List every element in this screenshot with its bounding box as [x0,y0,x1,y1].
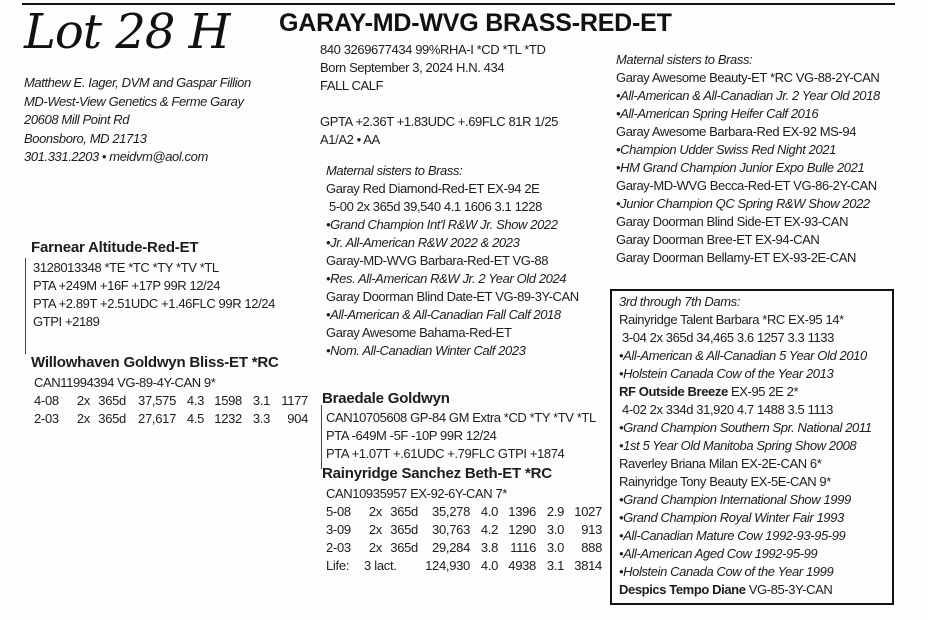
animal-title: GARAY-MD-WVG BRASS-RED-ET [279,9,672,37]
sister-award: •HM Grand Champion Junior Expo Bulle 2021 [616,160,865,175]
sire-line: 3128013348 *TE *TC *TY *TV *TL [33,260,219,275]
lac-days: 365d [390,504,418,519]
lac-milkings: 2x [368,522,382,537]
maternal-sisters-right [616,51,880,267]
sire-line: GTPI +2189 [33,314,100,329]
sire-info [33,259,275,331]
lac-prot: 888 [581,540,602,555]
lac-fat: 1116 [510,540,536,555]
lac-prot-pct: 3.1 [546,558,564,573]
lac-prot-pct: 2.9 [546,504,564,519]
lot-label: Lot 28 H [24,4,230,60]
lac-prot-pct: 3.0 [546,540,564,555]
dam-entry-score: EX-95 2E 2* [727,384,799,399]
birth-line: Born September 3, 2024 H.N. 434 [320,60,505,75]
dams-box-content [619,293,872,599]
sister-name: Garay-MD-WVG Barbara-Red-ET VG-88 [326,253,549,268]
sister-name: Garay Awesome Bahama-Red-ET [326,325,512,340]
dam-entry-name: RF Outside Breeze [619,384,728,399]
sister-award: •Jr. All-American R&W 2022 & 2023 [326,235,520,250]
lac-days: 365d [390,522,418,537]
sister-award: •All-American Spring Heifer Calf 2016 [616,106,819,121]
dam-award: •All-American & All-Canadian 5 Year Old 2010 [619,348,867,363]
sister-name: Garay-MD-WVG Becca-Red-ET VG-86-2Y-CAN [616,178,877,193]
lactation-row [34,410,308,428]
dam-award: •All-Canadian Mature Cow 1992-93-95-99 [619,528,846,543]
registration-line: 840 3269677434 99%RHA-I *CD *TL *TD [320,42,546,57]
section-heading: Maternal sisters to Brass: [326,163,463,178]
sister-award: •Junior Champion QC Spring R&W Show 2022 [616,196,870,211]
sister-award: •Champion Udder Swiss Red Night 2021 [616,142,836,157]
lac-fat: 1232 [214,411,242,426]
sister-award: •Res. All-American R&W Jr. 2 Year Old 2024 [326,271,567,286]
class-line: FALL CALF [320,78,384,93]
owner-line: Matthew E. Iager, DVM and Gaspar Fillion [24,75,251,90]
lac-prot: 3814 [574,558,602,573]
owner-line: Boonsboro, MD 21713 [24,130,147,146]
dam-award: •Holstein Canada Cow of the Year 2013 [619,366,834,381]
dam-award: •All-American Aged Cow 1992-95-99 [619,546,818,561]
lac-fat-pct: 4.3 [186,393,204,408]
dam-entry: Rainyridge Tony Beauty EX-5E-CAN 9* [619,474,831,489]
lac-milk: 27,617 [138,411,176,426]
lac-age: 3-09 [326,522,351,537]
lactation-row [34,392,308,410]
mgs-name: Braedale Goldwyn [322,390,450,407]
animal-info [320,41,558,149]
dam-entry [619,581,872,599]
dam-info [34,374,308,428]
owner-line: MD-West-View Genetics & Ferme Garay [24,93,244,109]
dam-entry: Raverley Briana Milan EX-2E-CAN 6* [619,456,822,471]
mgs-line: CAN10705608 GP-84 GM Extra *CD *TY *TV *TL [326,410,596,425]
pedigree-bracket [25,258,26,354]
owner-block [24,74,251,167]
dam-entry: Rainyridge Talent Barbara *RC EX-95 14* [619,312,844,327]
dam-award: •1st 5 Year Old Manitoba Spring Show 2008 [619,438,857,453]
dam-name: Willowhaven Goldwyn Bliss-ET *RC [31,354,279,371]
dam-entry [619,383,872,401]
lac-fat-pct: 4.2 [480,522,498,537]
sister-name: Garay Awesome Beauty-ET *RC VG-88-2Y-CAN [616,70,880,85]
sister-award: •All-American & All-Canadian Fall Calf 2018 [326,307,561,322]
lac-age: Life: [326,558,350,573]
mgs-line: PTA +1.07T +.61UDC +.79FLC GTPI +1874 [326,446,565,461]
lac-age: 2-03 [326,540,351,555]
lac-fat-pct: 4.0 [480,504,498,519]
dam-lactation: 3-04 2x 365d 34,465 3.6 1257 3.3 1133 [622,330,834,345]
sire-line: PTA +249M +16F +17P 99R 12/24 [33,278,221,293]
sister-name: Garay Doorman Bree-ET EX-94-CAN [616,232,820,247]
dam-award: •Grand Champion International Show 1999 [619,492,851,507]
lac-prot: 1177 [281,393,308,408]
lac-count: 3 lact. [364,558,397,573]
sister-award: •Nom. All-Canadian Winter Calf 2023 [326,343,526,358]
dam-entry-name: Despics Tempo Diane [619,582,746,597]
lac-fat: 1290 [508,522,536,537]
dam-lactations [34,392,308,428]
mgs-line: PTA -649M -5F -10P 99R 12/24 [326,428,497,443]
lac-milkings: 2x [368,504,382,519]
lac-age: 4-08 [34,393,59,408]
sister-name: Garay Awesome Barbara-Red EX-92 MS-94 [616,124,857,139]
lac-milk: 37,575 [138,393,176,408]
dam-award: •Holstein Canada Cow of the Year 1999 [619,564,834,579]
granddam-id: CAN10935957 EX-92-6Y-CAN 7* [326,486,507,501]
section-heading: 3rd through 7th Dams: [619,294,740,309]
lactation-row [326,557,602,575]
lactation-row [326,503,602,521]
lac-prot-pct: 3.0 [546,522,564,537]
sire-name: Farnear Altitude-Red-ET [31,239,199,256]
sire-line: PTA +2.89T +2.51UDC +1.46FLC 99R 12/24 [33,296,275,311]
dam-award: •Grand Champion Southern Spr. National 2011 [619,420,872,435]
lac-milkings: 2x [368,540,382,555]
a2-line: A1/A2 • AA [320,132,380,147]
lac-milk: 124,930 [425,558,470,573]
lac-prot: 904 [287,411,308,426]
lac-prot-pct: 3.3 [252,411,270,426]
granddam-info [326,485,602,575]
lac-fat: 1396 [508,504,536,519]
lac-age: 5-08 [326,504,351,519]
granddam-name: Rainyridge Sanchez Beth-ET *RC [322,465,552,482]
pedigree-bracket [321,405,322,469]
granddam-lactations [326,503,602,575]
lac-fat-pct: 4.5 [186,411,204,426]
mgs-info [326,409,596,463]
lac-days: 365d [390,540,418,555]
lac-age: 2-03 [34,411,59,426]
dam-lactation: 4-02 2x 334d 31,920 4.7 1488 3.5 1113 [622,402,833,417]
owner-line: 301.331.2203 • meidvm@aol.com [24,149,208,164]
sister-lactation: 5-00 2x 365d 39,540 4.1 1606 3.1 1228 [329,199,542,214]
gpta-line: GPTA +2.36T +1.83UDC +.69FLC 81R 1/25 [320,114,559,129]
sister-award: •Grand Champion Int'l R&W Jr. Show 2022 [326,217,558,232]
lac-days: 365d [98,411,126,426]
dam-award: •Grand Champion Royal Winter Fair 1993 [619,510,844,525]
sister-name: Garay Doorman Blind Side-ET EX-93-CAN [616,214,849,229]
owner-line: 20608 Mill Point Rd [24,112,130,127]
sister-name: Garay Doorman Blind Date-ET VG-89-3Y-CAN [326,289,579,304]
lac-fat: 1598 [214,393,242,408]
sister-award: •All-American & All-Canadian Jr. 2 Year Old 2018 [616,88,880,103]
lac-days: 365d [98,393,126,408]
section-heading: Maternal sisters to Brass: [616,52,753,67]
lac-fat-pct: 3.8 [480,540,498,555]
lac-milkings: 2x [76,393,90,408]
dam-id: CAN11994394 VG-89-4Y-CAN 9* [34,375,216,390]
lac-milk: 35,278 [432,504,470,519]
sister-name: Garay Red Diamond-Red-ET EX-94 2E [326,181,540,196]
lac-milk: 30,763 [432,522,470,537]
sister-name: Garay Doorman Bellamy-ET EX-93-2E-CAN [616,250,856,265]
lac-prot-pct: 3.1 [252,393,270,408]
lac-fat: 4938 [508,558,536,573]
maternal-sisters-mid [326,162,579,360]
lactation-row [326,539,602,557]
lac-fat-pct: 4.0 [480,558,498,573]
dam-entry-score: VG-85-3Y-CAN [745,582,833,597]
lac-prot: 1027 [574,504,602,519]
lac-prot: 913 [581,522,602,537]
lac-milk: 29,284 [432,540,470,555]
lactation-row [326,521,602,539]
lac-milkings: 2x [76,411,90,426]
